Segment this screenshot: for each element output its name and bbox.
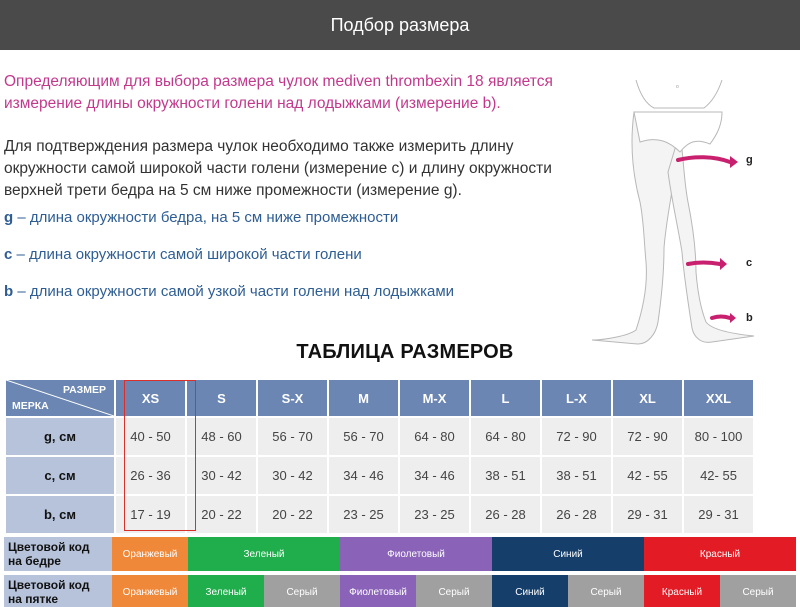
table-cell: 23 - 25 bbox=[329, 496, 398, 533]
definition-letter: g bbox=[4, 209, 14, 226]
size-header: L bbox=[471, 380, 540, 416]
table-cell: 64 - 80 bbox=[400, 418, 469, 455]
intro-line: измерение длины окружности голени над лодыжками (измерение b). bbox=[4, 95, 501, 112]
heel-color-label bbox=[4, 575, 112, 607]
leg-measurement-figure bbox=[584, 72, 764, 352]
size-table-title-text: ТАБЛИЦА РАЗМЕРОВ bbox=[296, 341, 514, 363]
table-row-g bbox=[6, 418, 753, 455]
heel-color-segment: Зеленый bbox=[188, 575, 264, 607]
paragraph-line: Для подтверждения размера чулок необходимо также измерить длину bbox=[4, 138, 514, 155]
confirmation-paragraph bbox=[4, 136, 574, 202]
size-header: S-X bbox=[258, 380, 327, 416]
definition-letter: c bbox=[4, 246, 13, 263]
definition-letter: b bbox=[4, 283, 14, 300]
size-header: L-X bbox=[542, 380, 611, 416]
heel-color-row bbox=[4, 575, 796, 607]
thigh-color-label-line: Цветовой код bbox=[8, 540, 90, 554]
intro-text bbox=[4, 71, 564, 115]
table-cell: 42 - 55 bbox=[613, 457, 682, 494]
table-cell: 34 - 46 bbox=[400, 457, 469, 494]
size-header: M-X bbox=[400, 380, 469, 416]
thigh-color-label-line: на бедре bbox=[8, 554, 61, 568]
intro-line: Определяющим для выбора размера чулок mediven thrombexin 18 является bbox=[4, 73, 553, 90]
svg-text:o: o bbox=[676, 84, 679, 90]
paragraph-line: окружности самой широкой части голени (измерение c) и длину окружности bbox=[4, 160, 552, 177]
heel-color-segment: Серый bbox=[416, 575, 492, 607]
table-cell: 26 - 28 bbox=[542, 496, 611, 533]
size-header: S bbox=[187, 380, 256, 416]
definition-b bbox=[4, 283, 454, 300]
table-cell: 23 - 25 bbox=[400, 496, 469, 533]
heel-color-segment: Фиолетовый bbox=[340, 575, 416, 607]
definition-text: – длина окружности бедра, на 5 см ниже промежности bbox=[13, 209, 399, 226]
table-cell: 72 - 90 bbox=[613, 418, 682, 455]
heel-color-segment: Красный bbox=[644, 575, 720, 607]
table-cell: 64 - 80 bbox=[471, 418, 540, 455]
row-label: b, см bbox=[6, 496, 114, 533]
heel-color-label-line: на пятке bbox=[8, 592, 59, 606]
size-table bbox=[4, 378, 755, 535]
table-cell: 72 - 90 bbox=[542, 418, 611, 455]
table-cell: 17 - 19 bbox=[116, 496, 185, 533]
size-header: XL bbox=[613, 380, 682, 416]
table-cell: 80 - 100 bbox=[684, 418, 753, 455]
size-header-row bbox=[6, 380, 753, 416]
table-cell: 20 - 22 bbox=[187, 496, 256, 533]
definition-g bbox=[4, 209, 398, 226]
row-label: c, см bbox=[6, 457, 114, 494]
heel-color-segment: Серый bbox=[720, 575, 796, 607]
thigh-color-segment: Зеленый bbox=[188, 537, 340, 571]
table-cell: 34 - 46 bbox=[329, 457, 398, 494]
definition-text: – длина окружности самой узкой части голени над лодыжками bbox=[13, 283, 455, 300]
table-cell: 30 - 42 bbox=[187, 457, 256, 494]
table-row-c bbox=[6, 457, 753, 494]
figure-label-g: g bbox=[746, 154, 753, 166]
heel-color-label-line: Цветовой код bbox=[8, 578, 90, 592]
page-title: Подбор размера bbox=[330, 14, 470, 35]
thigh-color-segment: Оранжевый bbox=[112, 537, 188, 571]
table-corner bbox=[6, 380, 114, 416]
size-header: XS bbox=[116, 380, 185, 416]
table-cell: 20 - 22 bbox=[258, 496, 327, 533]
table-cell: 42- 55 bbox=[684, 457, 753, 494]
table-cell: 29 - 31 bbox=[684, 496, 753, 533]
table-cell: 48 - 60 bbox=[187, 418, 256, 455]
table-cell: 30 - 42 bbox=[258, 457, 327, 494]
table-cell: 38 - 51 bbox=[542, 457, 611, 494]
definition-c bbox=[4, 246, 362, 263]
thigh-color-segment: Фиолетовый bbox=[340, 537, 492, 571]
table-cell: 56 - 70 bbox=[329, 418, 398, 455]
table-cell: 26 - 28 bbox=[471, 496, 540, 533]
size-header: M bbox=[329, 380, 398, 416]
page-header bbox=[0, 0, 800, 50]
table-cell: 56 - 70 bbox=[258, 418, 327, 455]
row-label: g, см bbox=[6, 418, 114, 455]
corner-measure-label: МЕРКА bbox=[12, 400, 49, 412]
table-row-b bbox=[6, 496, 753, 533]
heel-color-segment: Оранжевый bbox=[112, 575, 188, 607]
heel-color-segment: Серый bbox=[568, 575, 644, 607]
table-cell: 38 - 51 bbox=[471, 457, 540, 494]
paragraph-line: верхней трети бедра на 5 см ниже промежности (измерение g). bbox=[4, 182, 462, 199]
thigh-color-segment: Синий bbox=[492, 537, 644, 571]
table-cell: 29 - 31 bbox=[613, 496, 682, 533]
leg-illustration-icon bbox=[584, 72, 764, 352]
definition-text: – длина окружности самой широкой части голени bbox=[12, 246, 362, 263]
figure-label-b: b bbox=[746, 312, 753, 324]
table-cell: 40 - 50 bbox=[116, 418, 185, 455]
table-cell: 26 - 36 bbox=[116, 457, 185, 494]
heel-color-segment: Серый bbox=[264, 575, 340, 607]
thigh-color-segment: Красный bbox=[644, 537, 796, 571]
figure-label-c: c bbox=[746, 257, 753, 269]
size-header: XXL bbox=[684, 380, 753, 416]
corner-size-label: РАЗМЕР bbox=[63, 384, 106, 396]
thigh-color-label bbox=[4, 537, 112, 571]
heel-color-segment: Синий bbox=[492, 575, 568, 607]
size-table-title bbox=[0, 341, 800, 364]
thigh-color-row bbox=[4, 537, 796, 571]
